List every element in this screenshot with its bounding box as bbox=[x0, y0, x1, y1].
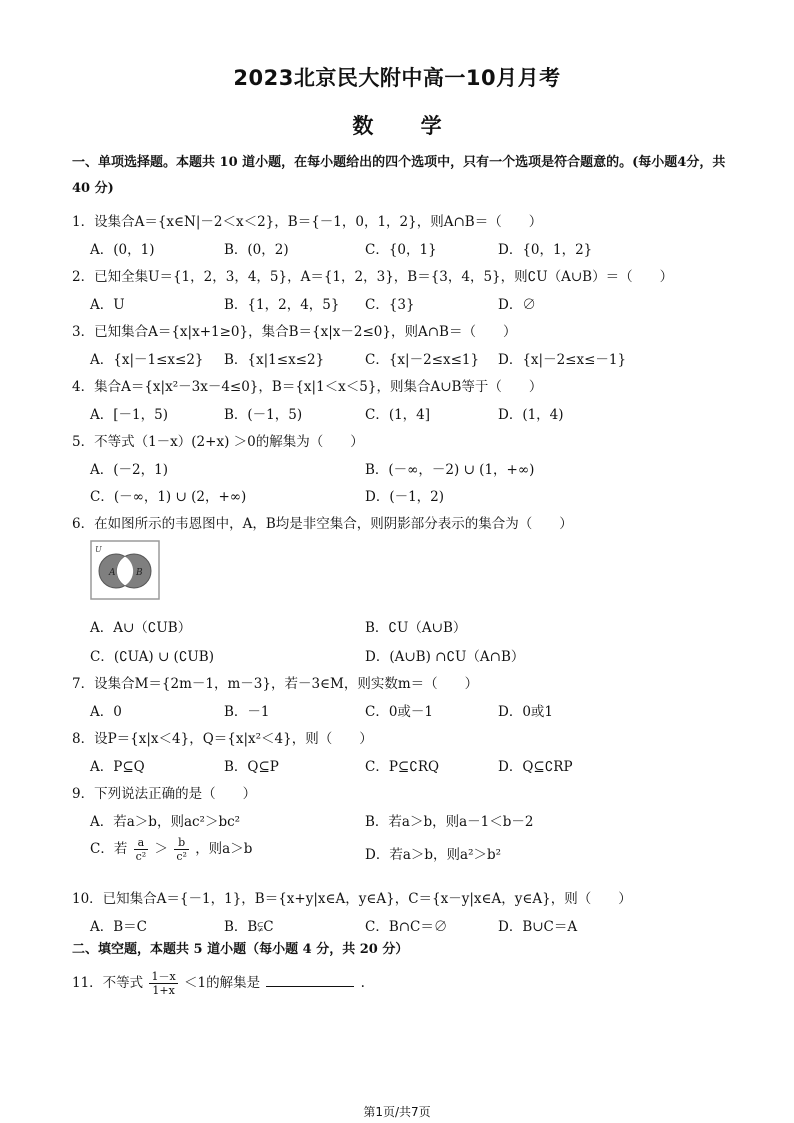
venn-set-a-label: A bbox=[109, 568, 116, 578]
question-6-stem: 6．在如图所示的韦恩图中，A，B均是非空集合，则阴影部分表示的集合为（ ） bbox=[72, 516, 573, 532]
q6-option-c: C．(∁UA) ∪ (∁UB) bbox=[90, 649, 214, 665]
venn-universe-label: U bbox=[95, 545, 102, 554]
q3-option-a: A．{x|－1≤x≤2} bbox=[90, 352, 204, 368]
q1-option-b: B．(0，2) bbox=[224, 242, 289, 258]
q11-relation: ＜1的解集是 bbox=[183, 975, 261, 991]
venn-set-b-label: B bbox=[136, 568, 143, 578]
q1-option-c: C．{0，1} bbox=[365, 242, 437, 258]
q4-option-d: D．(1，4) bbox=[498, 407, 564, 423]
q11-answer-blank[interactable] bbox=[266, 974, 354, 987]
question-2-stem: 2．已知全集U＝{1，2，3，4，5}，A＝{1，2，3}，B＝{3，4，5}，则∁U（A∪B）＝（ ） bbox=[72, 269, 674, 285]
q10-option-d: D．B∪C＝A bbox=[498, 919, 578, 935]
q4-option-c: C．(1，4] bbox=[365, 407, 431, 423]
question-8-stem: 8．设P＝{x|x＜4}，Q＝{x|x²＜4}，则（ ） bbox=[72, 731, 373, 747]
q2-option-d: D．∅ bbox=[498, 297, 536, 313]
subject-title: 数 学 bbox=[352, 114, 442, 138]
q5-option-a: A．(－2，1) bbox=[90, 462, 168, 478]
q10-option-c: C．B∩C＝∅ bbox=[365, 919, 448, 935]
q9-option-a: A．若a＞b，则ac²＞bc² bbox=[90, 814, 241, 830]
question-4-stem: 4．集合A＝{x|x²－3x－4≤0}，B＝{x|1＜x＜5}，则集合A∪B等于（ ） bbox=[72, 379, 543, 395]
question-10-stem: 10．已知集合A＝{－1，1}，B＝{x+y|x∈A，y∈A}，C＝{x－y|x∈A，y∈A}，则（ ） bbox=[72, 891, 632, 907]
q8-option-a: A．P⊆Q bbox=[90, 759, 145, 775]
q6-option-d: D．(A∪B) ∩∁U（A∩B） bbox=[365, 649, 525, 665]
venn-diagram bbox=[90, 540, 160, 600]
q11-prefix: 11．不等式 bbox=[72, 975, 144, 991]
page-footer: 第1页/共7页 bbox=[363, 1105, 431, 1119]
q3-option-c: C．{x|－2≤x≤1} bbox=[365, 352, 480, 368]
q7-option-c: C．0或－1 bbox=[365, 704, 434, 720]
q9-fraction-right: $\frac{b}{\text{c²}}$ bbox=[176, 836, 187, 863]
q7-option-b: B．－1 bbox=[224, 704, 270, 720]
q9-relation: ＞ bbox=[154, 841, 169, 857]
q8-option-b: B．Q⊆P bbox=[224, 759, 279, 775]
q9-option-c bbox=[90, 836, 252, 863]
section-2-heading: 二、填空题，本题共 5 道小题（每小题 4 分，共 20 分） bbox=[72, 942, 409, 957]
q11-end: . bbox=[360, 975, 365, 991]
q5-option-c: C．(－∞，1) ∪ (2，+∞) bbox=[90, 489, 247, 505]
q3-option-b: B．{x|1≤x≤2} bbox=[224, 352, 325, 368]
q1-option-a: A．(0，1) bbox=[90, 242, 155, 258]
q1-option-d: D．{0，1，2} bbox=[498, 242, 593, 258]
q5-option-d: D．(－1，2) bbox=[365, 489, 445, 505]
q8-option-d: D．Q⊆∁RP bbox=[498, 759, 573, 775]
q7-option-d: D．0或1 bbox=[498, 704, 554, 720]
q6-option-a: A．A∪（∁UB） bbox=[90, 620, 192, 636]
q4-option-b: B．(－1，5) bbox=[224, 407, 303, 423]
q10-option-b: B．B⫋C bbox=[224, 919, 274, 935]
q9-option-d: D．若a＞b，则a²＞b² bbox=[365, 847, 502, 863]
q6-option-b: B．∁U（A∪B） bbox=[365, 620, 467, 636]
question-11-stem bbox=[72, 970, 365, 997]
q10-option-a: A．B＝C bbox=[90, 919, 147, 935]
q2-option-c: C．{3} bbox=[365, 297, 415, 313]
question-5-stem: 5．不等式（1－x）(2+x) ＞0的解集为（ ） bbox=[72, 434, 364, 450]
q9-option-c-tail: ，则a＞b bbox=[195, 841, 253, 857]
q2-option-b: B．{1，2，4，5} bbox=[224, 297, 340, 313]
q9-fraction-left: $\frac{a}{\text{c²}}$ bbox=[135, 836, 147, 863]
q5-option-b: B．(－∞，－2) ∪ (1，+∞) bbox=[365, 462, 535, 478]
q7-option-a: A．0 bbox=[90, 704, 122, 720]
q11-fraction: $\frac{1-x}{1+x}$ bbox=[151, 970, 176, 997]
q8-option-c: C．P⊆∁RQ bbox=[365, 759, 440, 775]
q3-option-d: D．{x|－2≤x≤－1} bbox=[498, 352, 627, 368]
question-7-stem: 7．设集合M＝{2m－1，m－3}，若－3∈M，则实数m＝（ ） bbox=[72, 676, 479, 692]
q9-option-b: B．若a＞b，则a－1＜b－2 bbox=[365, 814, 534, 830]
question-3-stem: 3．已知集合A＝{x|x+1≥0}，集合B＝{x|x－2≤0}，则A∩B＝（ ） bbox=[72, 324, 517, 340]
q4-option-a: A．[－1，5) bbox=[90, 407, 168, 423]
q2-option-a: A．U bbox=[90, 297, 125, 313]
question-1-stem: 1．设集合A＝{x∈N|－2＜x＜2}，B＝{－1，0，1，2}，则A∩B＝（ ） bbox=[72, 214, 543, 230]
exam-title: 2023北京民大附中高一10月月考 bbox=[233, 66, 561, 90]
section-1-heading: 一、单项选择题。本题共 10 道小题，在每小题给出的四个选项中，只有一个选项是符合题意的。(每小题4分，共 40 分) bbox=[72, 155, 726, 196]
question-9-stem: 9．下列说法正确的是（ ） bbox=[72, 786, 257, 802]
q9-option-c-label: C．若 bbox=[90, 841, 128, 857]
